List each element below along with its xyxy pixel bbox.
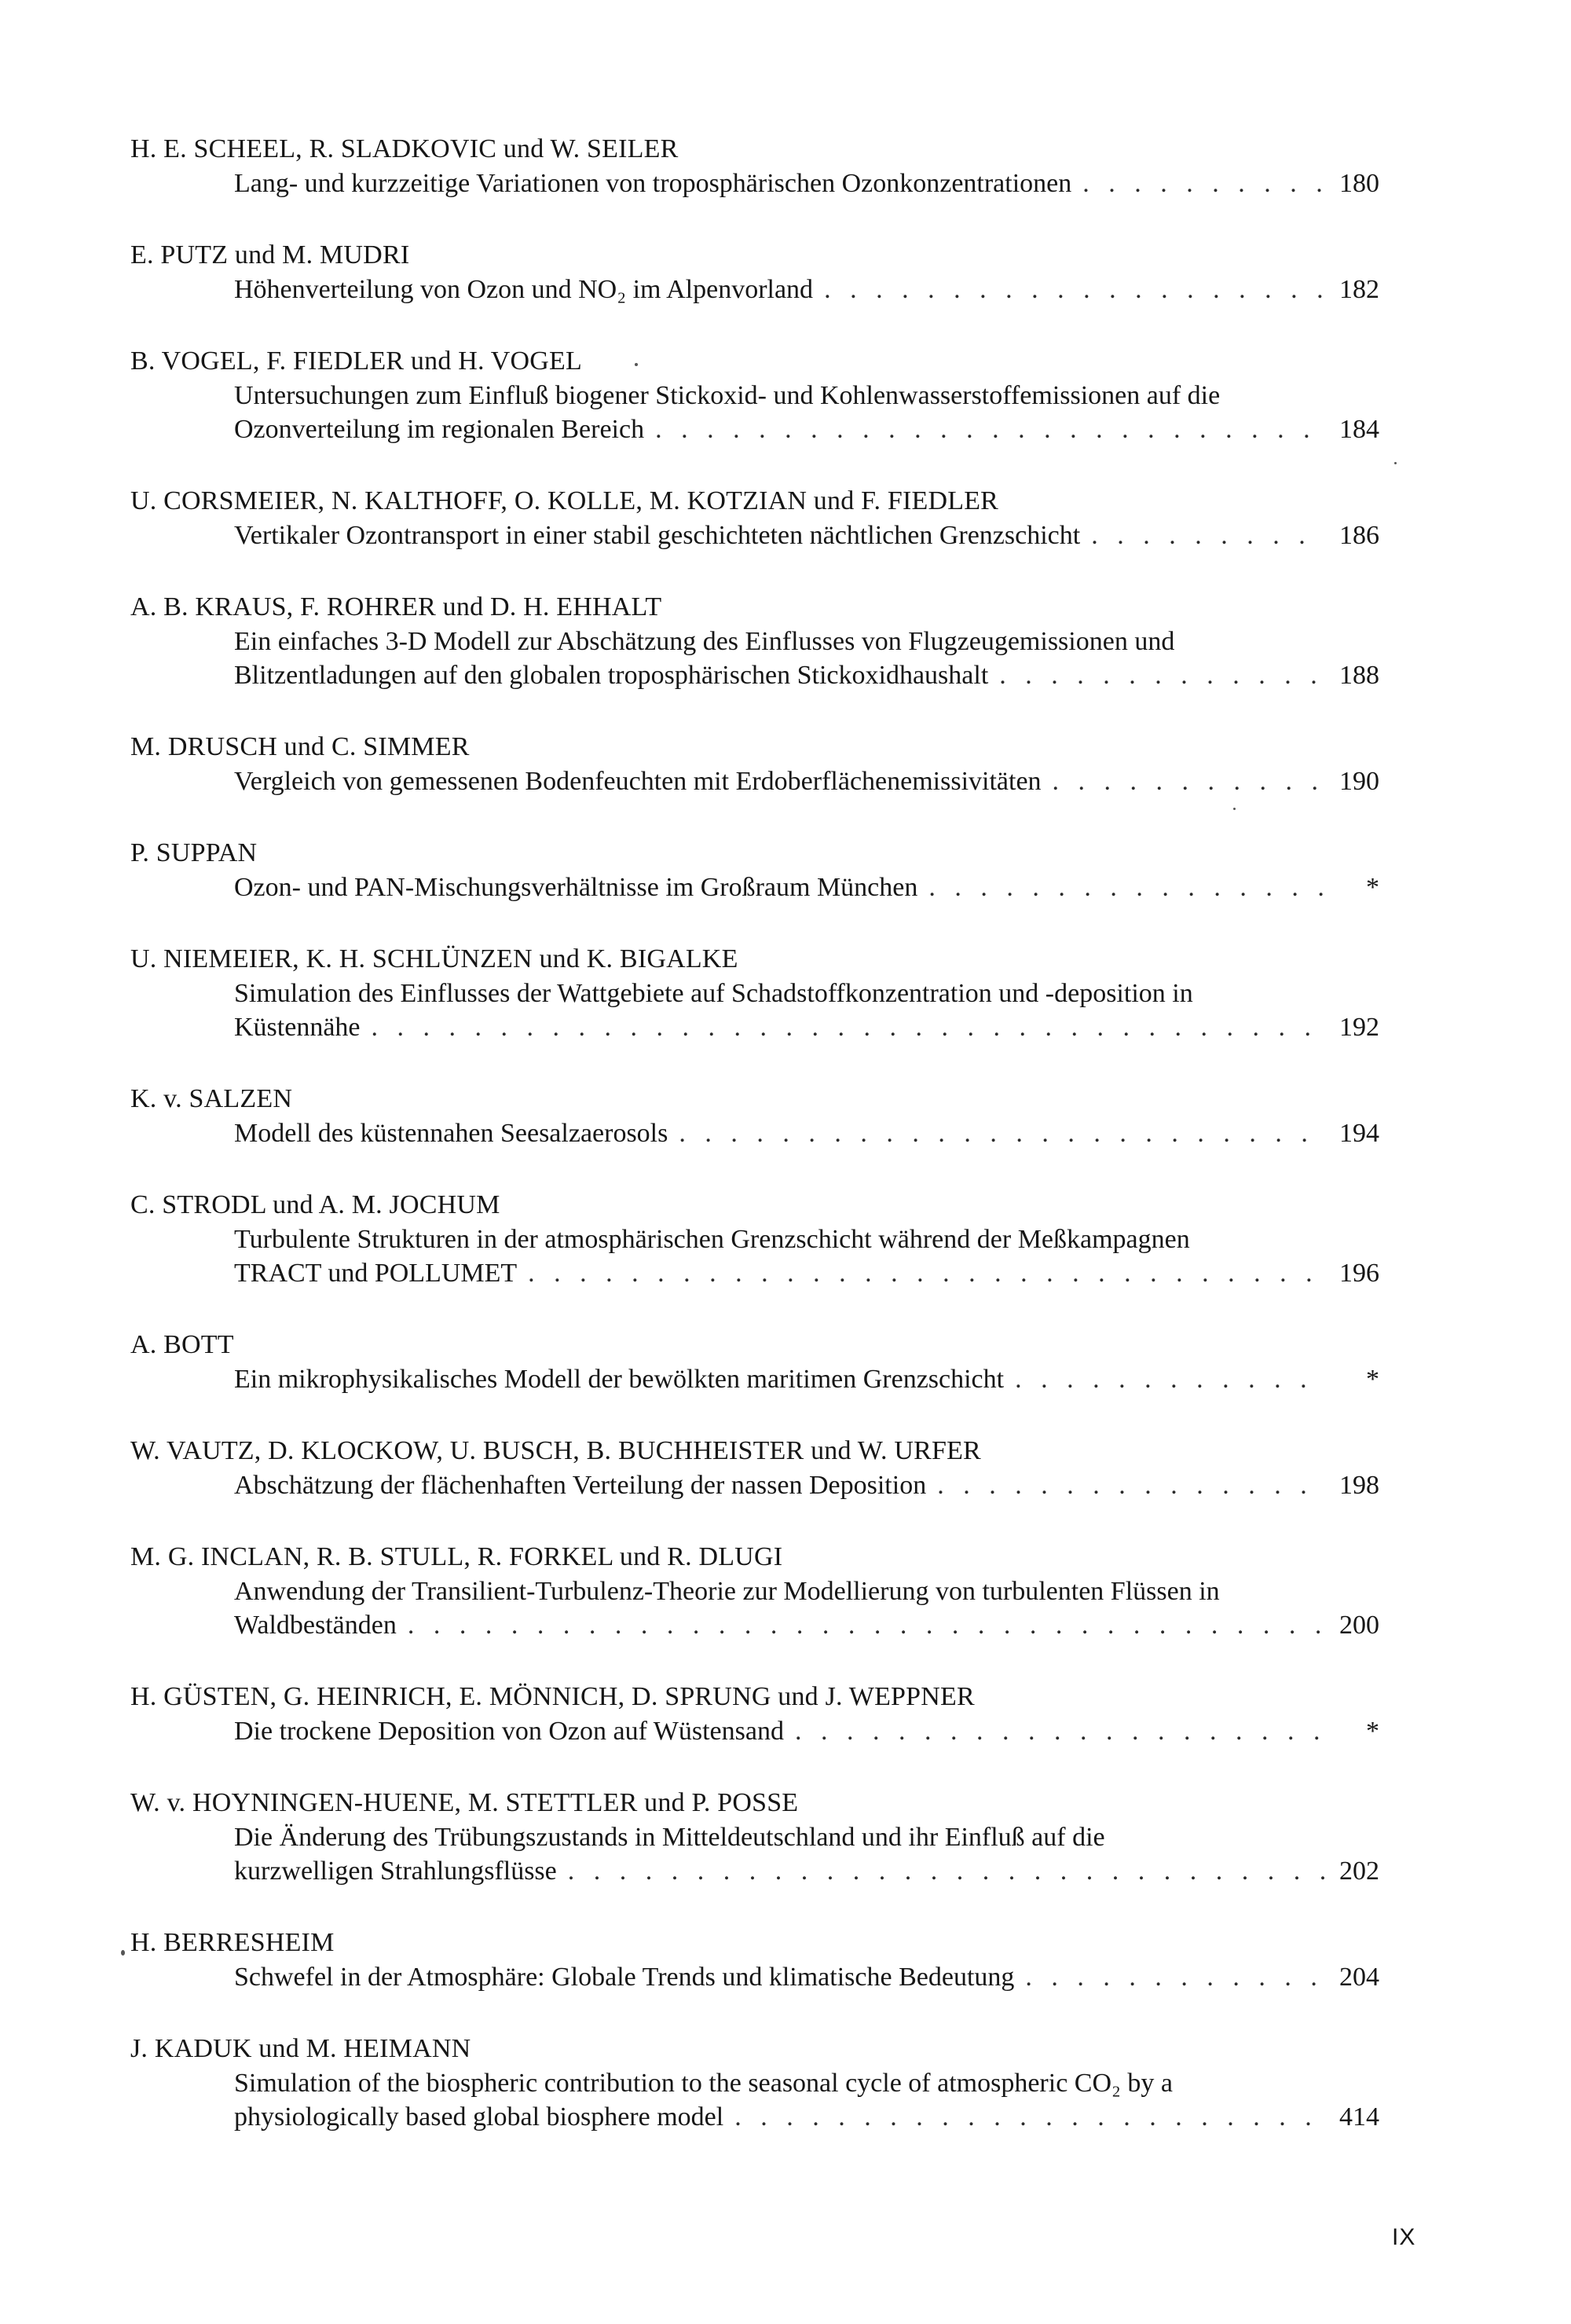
- entry-page-number: 202: [1339, 1857, 1379, 1886]
- dot-leader: [1082, 167, 1324, 200]
- entry-authors: A. B. KRAUS, F. ROHRER und D. H. EHHALT: [130, 592, 662, 621]
- entry-page-number: *: [1366, 1365, 1379, 1394]
- entry-title-line: Ein mikrophysikalisches Modell der bewölkten maritimen Grenzschicht: [234, 1365, 1005, 1394]
- entry-page-number: 194: [1339, 1119, 1379, 1148]
- entry-title: [234, 1222, 1379, 1290]
- dot-leader: [568, 1854, 1324, 1888]
- entry-title: [234, 977, 1379, 1044]
- entry-title-line: Ozon- und PAN-Mischungsverhältnisse im Großraum München: [234, 873, 918, 902]
- entry-title-line: physiologically based global biosphere model: [234, 2102, 724, 2132]
- dot-leader: [928, 871, 1324, 904]
- entry-authors: K. v. SALZEN: [130, 1084, 293, 1113]
- toc-entry: [130, 1082, 1379, 1150]
- entry-title-final-line: [234, 519, 1379, 552]
- entry-authors: C. STRODL und A. M. JOCHUM: [130, 1190, 500, 1219]
- dot-leader: [679, 1116, 1324, 1150]
- entry-title-final-line: [234, 658, 1379, 692]
- dot-leader: [824, 273, 1324, 306]
- dot-leader: [734, 2100, 1324, 2134]
- entry-title: [234, 1820, 1379, 1888]
- toc-entry: [130, 730, 1379, 798]
- toc-entry: [130, 1434, 1379, 1502]
- entry-authors: P. SUPPAN: [130, 838, 258, 867]
- entry-title-line: Lang- und kurzzeitige Variationen von troposphärischen Ozonkonzentrationen: [234, 169, 1072, 198]
- entry-title-final-line: [234, 764, 1379, 798]
- entry-title-final-line: [234, 1010, 1379, 1044]
- entry-title-final-line: [234, 1468, 1379, 1502]
- entry-title: [234, 1116, 1379, 1150]
- entry-authors: E. PUTZ und M. MUDRI: [130, 240, 410, 269]
- entry-title-line: Anwendung der Transilient-Turbulenz-Theorie zur Modellierung von turbulenten Flüssen in: [234, 1577, 1220, 1606]
- entry-title: [234, 273, 1379, 306]
- dot-leader: [1053, 764, 1324, 798]
- toc-entry: [130, 590, 1379, 692]
- entry-authors: U. NIEMEIER, K. H. SCHLÜNZEN und K. BIGALKE: [130, 944, 738, 973]
- dot-leader: [999, 658, 1324, 692]
- scan-speck: [1394, 462, 1397, 464]
- entry-page-number: 188: [1339, 661, 1379, 690]
- entry-title-final-line: [234, 1362, 1379, 1396]
- entry-page-number: 200: [1339, 1611, 1379, 1640]
- toc-entry: [130, 238, 1379, 306]
- toc-entry: [130, 942, 1379, 1044]
- dot-leader: [408, 1608, 1324, 1642]
- entry-title-line: Die Änderung des Trübungszustands in Mitteldeutschland und ihr Einfluß auf die: [234, 1823, 1105, 1852]
- entry-page-number: 182: [1339, 275, 1379, 304]
- toc-entry: [130, 1540, 1379, 1642]
- entry-authors: J. KADUK und M. HEIMANN: [130, 2034, 471, 2063]
- entry-title-line: Simulation des Einflusses der Wattgebiete auf Schadstoffkonzentration und -deposition in: [234, 979, 1193, 1008]
- entry-title: [234, 1960, 1379, 1994]
- entry-title-line: Abschätzung der flächenhaften Verteilung der nassen Deposition: [234, 1471, 927, 1500]
- entry-title: [234, 379, 1379, 446]
- dot-leader: [1025, 1960, 1324, 1994]
- entry-authors: M. DRUSCH und C. SIMMER: [130, 732, 470, 761]
- scan-speck: [1233, 808, 1236, 810]
- entry-title-line: Die trockene Deposition von Ozon auf Wüstensand: [234, 1717, 784, 1746]
- entry-authors: A. BOTT: [130, 1330, 234, 1359]
- toc-entry: [130, 1328, 1379, 1396]
- dot-leader: [655, 412, 1324, 446]
- entry-title: [234, 1714, 1379, 1748]
- entry-page-number: 192: [1339, 1013, 1379, 1042]
- entry-title-final-line: [234, 273, 1379, 306]
- entry-title-line: Modell des küstennahen Seesalzaerosols: [234, 1119, 668, 1148]
- entry-page-number: 196: [1339, 1259, 1379, 1288]
- entry-authors: B. VOGEL, F. FIEDLER und H. VOGEL: [130, 346, 582, 376]
- entry-page-number: 198: [1339, 1471, 1379, 1500]
- entry-authors: U. CORSMEIER, N. KALTHOFF, O. KOLLE, M. KOTZIAN und F. FIEDLER: [130, 486, 999, 515]
- entry-title-line: Höhenverteilung von Ozon und NO₂ im Alpenvorland: [234, 275, 814, 304]
- dot-leader: [1015, 1362, 1324, 1396]
- entry-title-final-line: [234, 1256, 1379, 1290]
- entry-title-line: Turbulente Strukturen in der atmosphärischen Grenzschicht während der Meßkampagnen: [234, 1225, 1190, 1254]
- toc-entry: [130, 836, 1379, 904]
- entry-title-final-line: [234, 1714, 1379, 1748]
- entry-page-number: 414: [1339, 2102, 1379, 2132]
- entry-title-line: TRACT und POLLUMET: [234, 1259, 518, 1288]
- entry-title: [234, 1468, 1379, 1502]
- entry-title-final-line: [234, 1608, 1379, 1642]
- entry-title-final-line: [234, 1116, 1379, 1150]
- entry-title: [234, 871, 1379, 904]
- entry-authors: W. v. HOYNINGEN-HUENE, M. STETTLER und P. POSSE: [130, 1788, 799, 1817]
- entry-page-number: *: [1366, 1717, 1379, 1746]
- entry-title: [234, 764, 1379, 798]
- entry-title-final-line: [234, 2100, 1379, 2134]
- dot-leader: [1091, 519, 1324, 552]
- entry-title: [234, 1574, 1379, 1642]
- entry-title-line: Ozonverteilung im regionalen Bereich: [234, 415, 645, 444]
- table-of-contents: [130, 132, 1379, 2172]
- entry-title-line: Blitzentladungen auf den globalen troposphärischen Stickoxidhaushalt: [234, 661, 989, 690]
- entry-title-line: Vergleich von gemessenen Bodenfeuchten mit Erdoberflächenemissivitäten: [234, 767, 1042, 796]
- page-number: IX: [1392, 2224, 1416, 2250]
- dot-leader: [372, 1010, 1324, 1044]
- entry-authors: H. BERRESHEIM: [130, 1928, 335, 1957]
- toc-entry: [130, 2032, 1379, 2134]
- entry-page-number: 186: [1339, 521, 1379, 550]
- entry-authors: M. G. INCLAN, R. B. STULL, R. FORKEL und R. DLUGI: [130, 1542, 783, 1571]
- toc-entry: [130, 1188, 1379, 1290]
- entry-title-line: Untersuchungen zum Einfluß biogener Stickoxid- und Kohlenwasserstoffemissionen auf die: [234, 381, 1221, 410]
- entry-title-line: Schwefel in der Atmosphäre: Globale Trends und klimatische Bedeutung: [234, 1963, 1015, 1992]
- entry-title: [234, 1362, 1379, 1396]
- entry-authors: H. E. SCHEEL, R. SLADKOVIC und W. SEILER: [130, 134, 679, 163]
- scan-speck: [635, 363, 638, 366]
- toc-entry: [130, 1786, 1379, 1888]
- entry-authors: W. VAUTZ, D. KLOCKOW, U. BUSCH, B. BUCHHEISTER und W. URFER: [130, 1436, 981, 1465]
- entry-title-final-line: [234, 1960, 1379, 1994]
- toc-entry: [130, 484, 1379, 552]
- entry-title-line: Vertikaler Ozontransport in einer stabil geschichteten nächtlichen Grenzschicht: [234, 521, 1081, 550]
- toc-entry: [130, 1926, 1379, 1994]
- entry-title-final-line: [234, 167, 1379, 200]
- entry-title: [234, 2066, 1379, 2134]
- dot-leader: [795, 1714, 1324, 1748]
- scan-speck: [121, 1950, 125, 1956]
- toc-entry: [130, 1680, 1379, 1748]
- entry-title-line: Simulation of the biospheric contribution to the seasonal cycle of atmospheric CO₂ by a: [234, 2069, 1173, 2098]
- entry-page-number: 184: [1339, 415, 1379, 444]
- entry-title-final-line: [234, 1854, 1379, 1888]
- toc-entry: [130, 344, 1379, 446]
- entry-title-line: Ein einfaches 3-D Modell zur Abschätzung des Einflusses von Flugzeugemissionen und: [234, 627, 1175, 656]
- entry-title: [234, 625, 1379, 692]
- dot-leader: [528, 1256, 1324, 1290]
- entry-title-final-line: [234, 871, 1379, 904]
- entry-page-number: 204: [1339, 1963, 1379, 1992]
- entry-title: [234, 167, 1379, 200]
- entry-title: [234, 519, 1379, 552]
- toc-entry: [130, 132, 1379, 200]
- entry-authors: H. GÜSTEN, G. HEINRICH, E. MÖNNICH, D. SPRUNG und J. WEPPNER: [130, 1682, 975, 1711]
- entry-page-number: 180: [1339, 169, 1379, 198]
- entry-page-number: *: [1366, 873, 1379, 902]
- dot-leader: [937, 1468, 1324, 1502]
- entry-title-line: Waldbeständen: [234, 1611, 397, 1640]
- entry-title-final-line: [234, 412, 1379, 446]
- entry-title-line: kurzwelligen Strahlungsflüsse: [234, 1857, 557, 1886]
- entry-title-line: Küstennähe: [234, 1013, 361, 1042]
- entry-page-number: 190: [1339, 767, 1379, 796]
